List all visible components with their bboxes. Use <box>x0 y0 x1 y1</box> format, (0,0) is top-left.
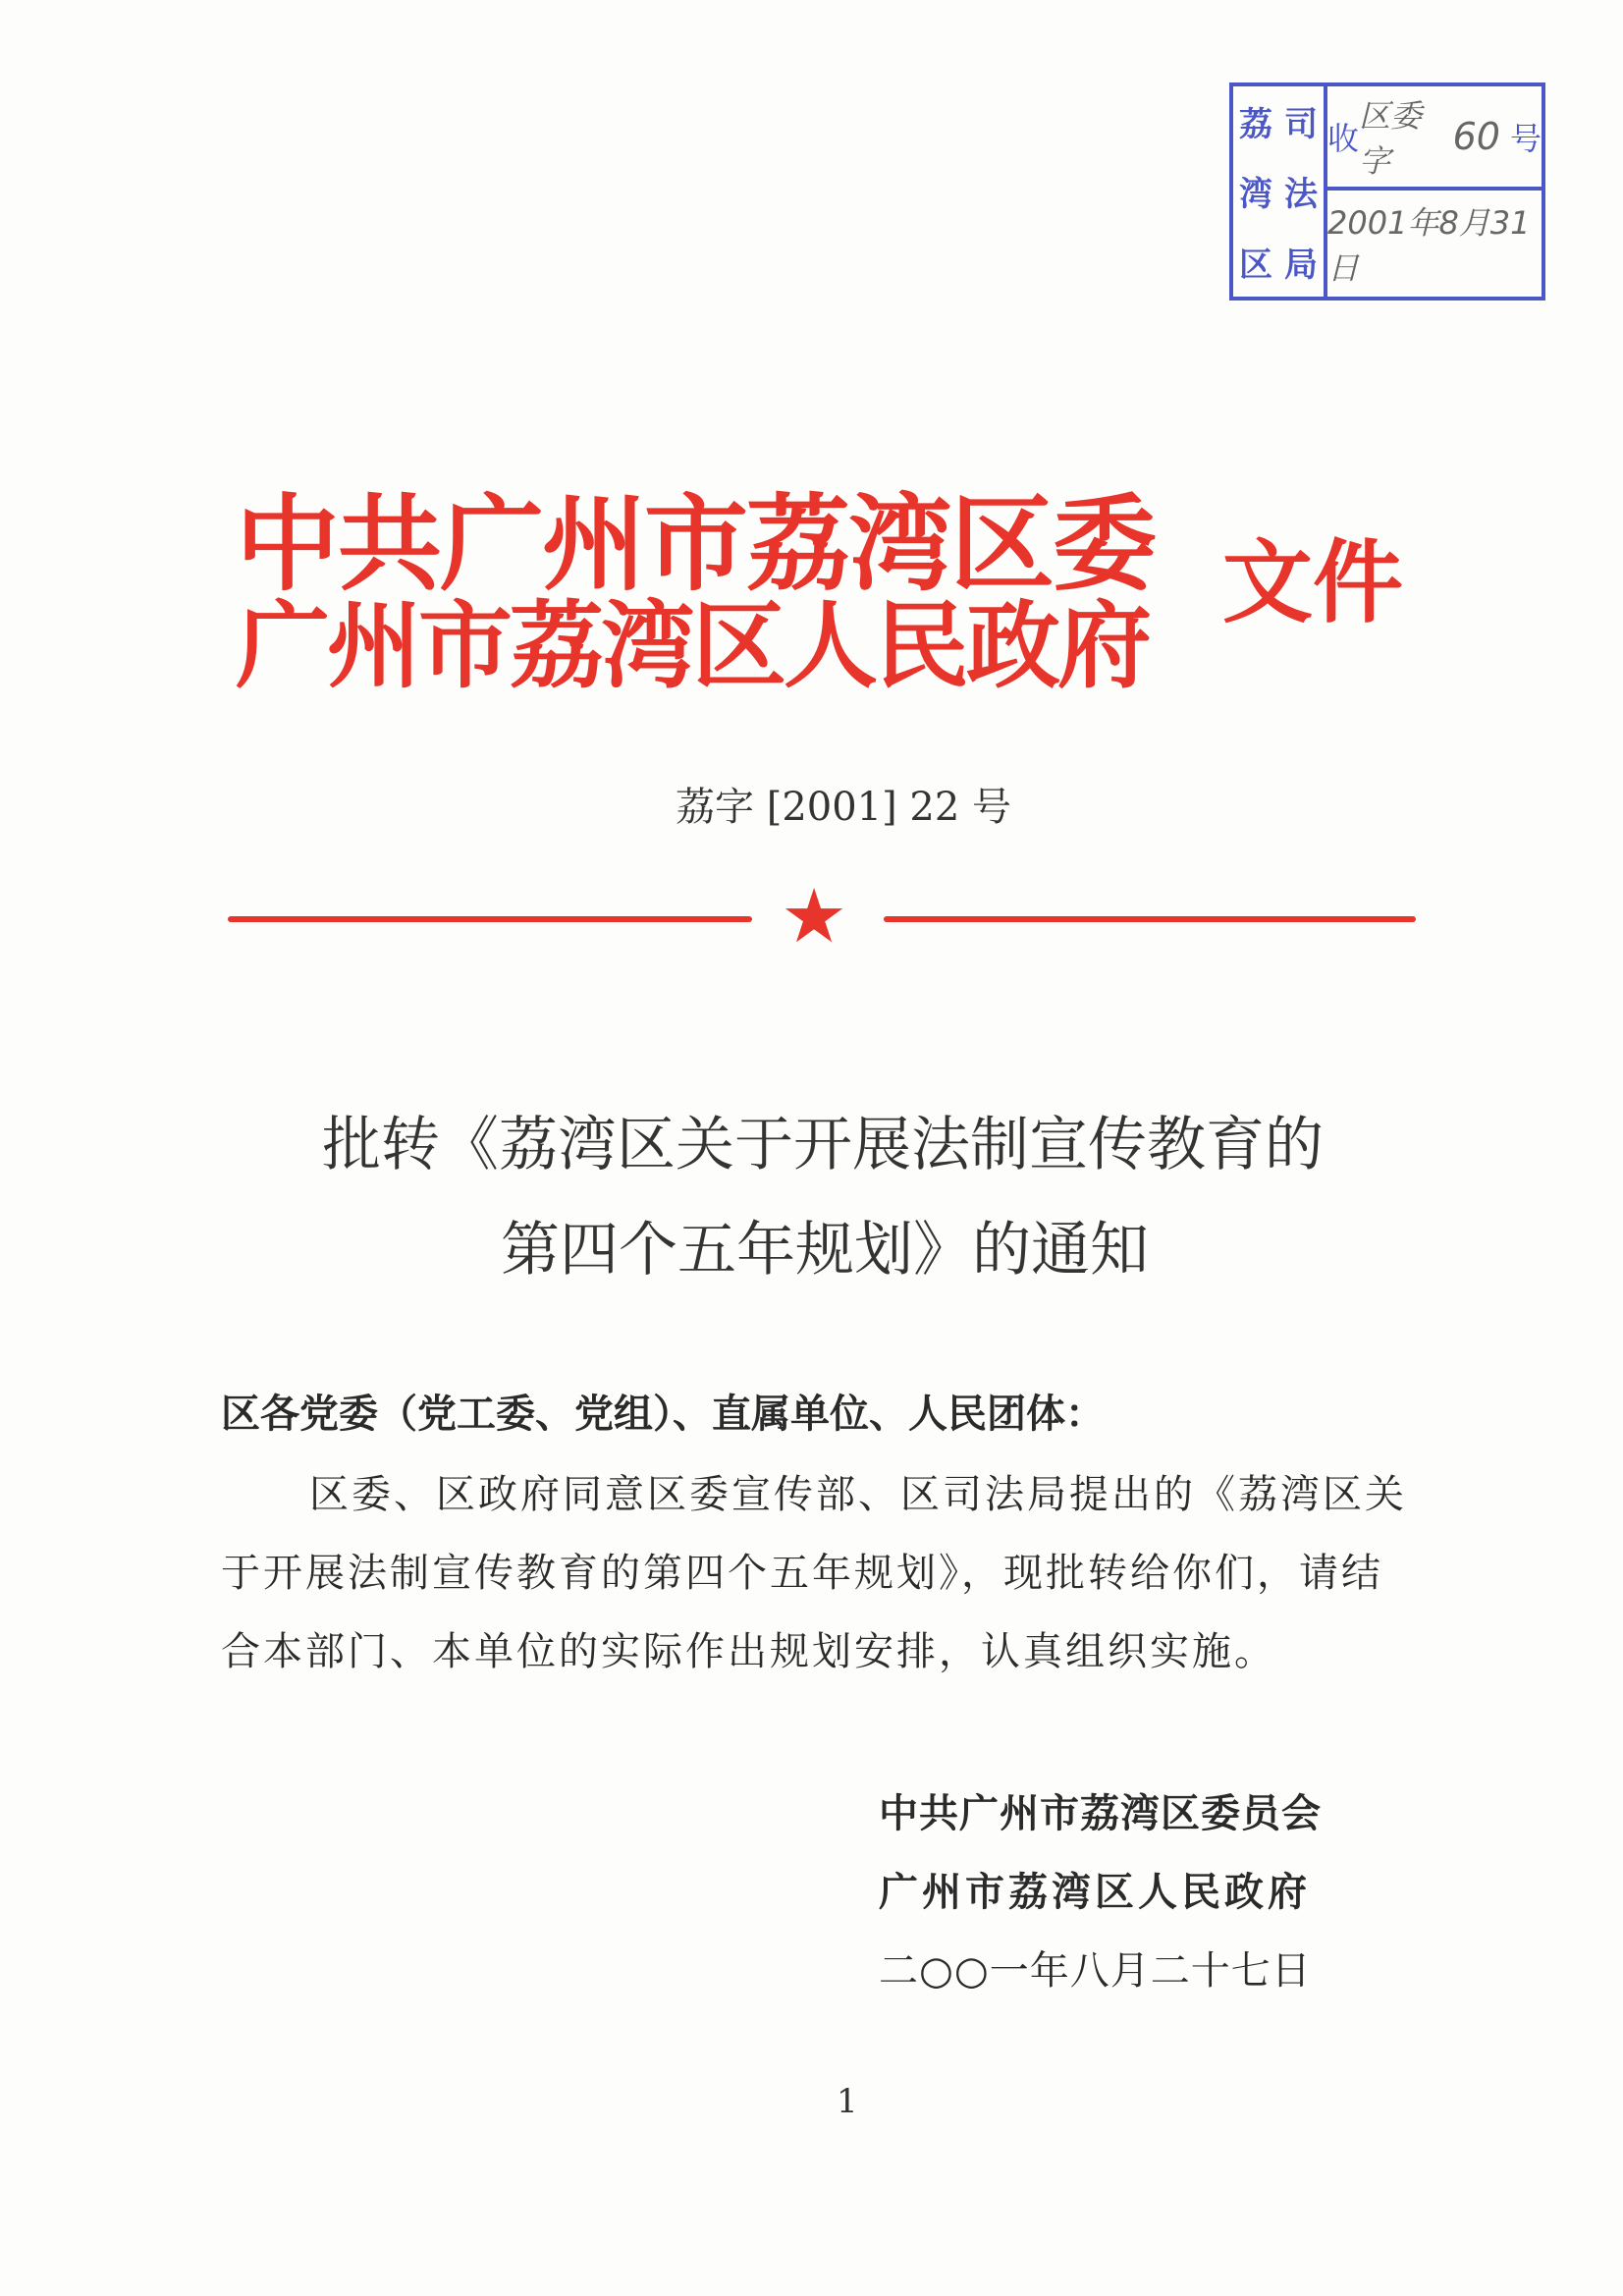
addressee: 区各党委（党工委、党组）、直属单位、人民团体： <box>221 1392 1105 1437</box>
issuer-line-2: 广州市荔湾区人民政府 <box>236 590 1149 701</box>
issuer-line-1: 中共广州市荔湾区委 <box>236 482 1155 605</box>
stamp-receipt-suffix: 号 <box>1509 120 1542 157</box>
red-divider-left <box>228 916 752 922</box>
page-number: 1 <box>837 2082 858 2121</box>
signature-committee: 中共广州市荔湾区委员会 <box>879 1791 1322 1836</box>
doc-number: 荔字 [2001] 22 号 <box>676 785 1012 830</box>
stamp-handwritten-prefix: 区委字 <box>1359 97 1423 180</box>
signature-government: 广州市荔湾区人民政府 <box>879 1870 1311 1915</box>
stamp-receipt-number <box>1327 86 1542 191</box>
title-line-2: 第四个五年规划》的通知 <box>501 1216 1149 1285</box>
title-line-1: 批转《荔湾区关于开展法制宣传教育的 <box>322 1111 1324 1179</box>
stamp-char: 法 <box>1284 175 1318 215</box>
stamp-handwritten-date: 2001年8月31日 <box>1327 204 1531 287</box>
stamp-char: 区 <box>1239 245 1272 285</box>
body-line: 合本部门、本单位的实际作出规划安排，认真组织实施。 <box>221 1629 1276 1674</box>
stamp-receipt-label: 收 <box>1327 120 1360 157</box>
stamp-date <box>1327 191 1542 297</box>
stamp-char: 局 <box>1284 245 1318 285</box>
star-icon: ★ <box>781 872 848 959</box>
body-line: 于开展法制宣传教育的第四个五年规划》，现批转给你们，请结 <box>221 1551 1383 1596</box>
receipt-stamp <box>1229 82 1545 301</box>
stamp-org-name <box>1233 86 1327 297</box>
stamp-char: 荔 <box>1239 105 1272 145</box>
stamp-char: 司 <box>1284 105 1318 145</box>
stamp-char: 湾 <box>1239 175 1272 215</box>
stamp-handwritten-number: 60 <box>1452 115 1500 158</box>
body-line: 区委、区政府同意区委宣传部、区司法局提出的《荔湾区关 <box>309 1472 1407 1517</box>
red-divider-right <box>884 916 1416 922</box>
doc-type: 文件 <box>1222 529 1404 635</box>
issue-date: 二○○一年八月二十七日 <box>879 1948 1312 1994</box>
